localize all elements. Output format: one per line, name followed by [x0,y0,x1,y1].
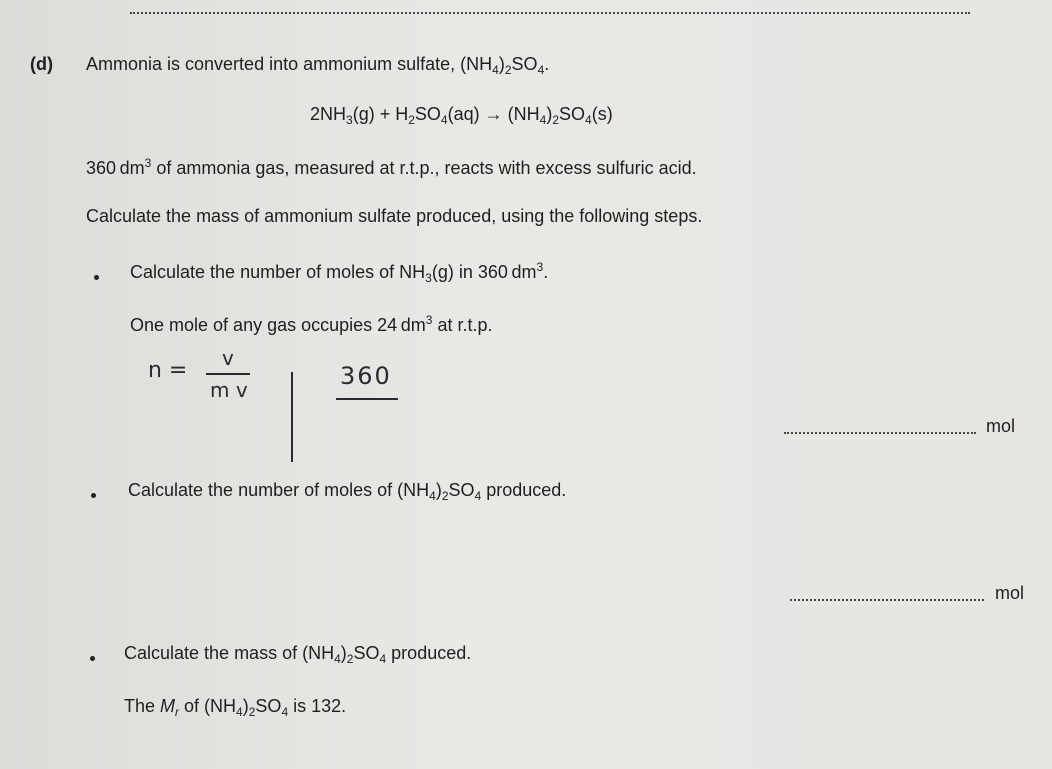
step-1-note: One mole of any gas occupies 24 $dm^3$ at r.t.p. [130,313,493,335]
answer-line-step-1[interactable] [784,432,976,434]
volume-statement: 360 $dm^3$ of ammonia gas, measured at r.t.p., reacts with excess sulfuric acid. [86,156,697,178]
handwritten-value: 360 [340,362,392,390]
bullet-step-2 [91,493,96,498]
chemical-equation: $2NH_3(g) + H_2SO_4(aq) \to (NH_4)_2SO_4(s)$ [310,104,613,127]
intro-text: Ammonia is converted into ammonium sulfate, $(NH_4)_2SO_4$. [86,54,550,77]
instruction-text: Calculate the mass of ammonium sulfate produced, using the following steps. [86,206,703,226]
ammonium-sulfate-formula: $(NH_4)_2SO_4$. [460,54,550,77]
step-2-text: Calculate the number of moles of $(NH_4)_2SO_4$ produced. [128,480,567,503]
answer-unit-step-1: mol [986,416,1016,436]
bullet-step-1 [94,275,99,280]
part-label: (d) [30,54,53,74]
step-3-text: Calculate the mass of $(NH_4)_2SO_4$ produced. [124,643,472,666]
answer-unit-step-2: mol [995,583,1025,603]
handwritten-divider-line [291,372,293,462]
handwritten-n-equals: n = [148,358,188,383]
step-3-mr-statement: The $M_r$ of $(NH_4)_2SO_4$ is 132. [124,696,347,719]
handwritten-denominator: m v [210,378,248,402]
handwritten-numerator: v [222,346,234,370]
answer-line-step-2[interactable] [790,599,984,601]
reaction-arrow: → [484,104,503,124]
bullet-step-3 [90,656,95,661]
top-answer-line [130,12,970,14]
handwritten-underline [336,398,398,400]
handwritten-fraction-bar [206,373,250,375]
step-1-text: Calculate the number of moles of $NH_3(g)$ in 360 $dm^3$. [130,260,549,285]
